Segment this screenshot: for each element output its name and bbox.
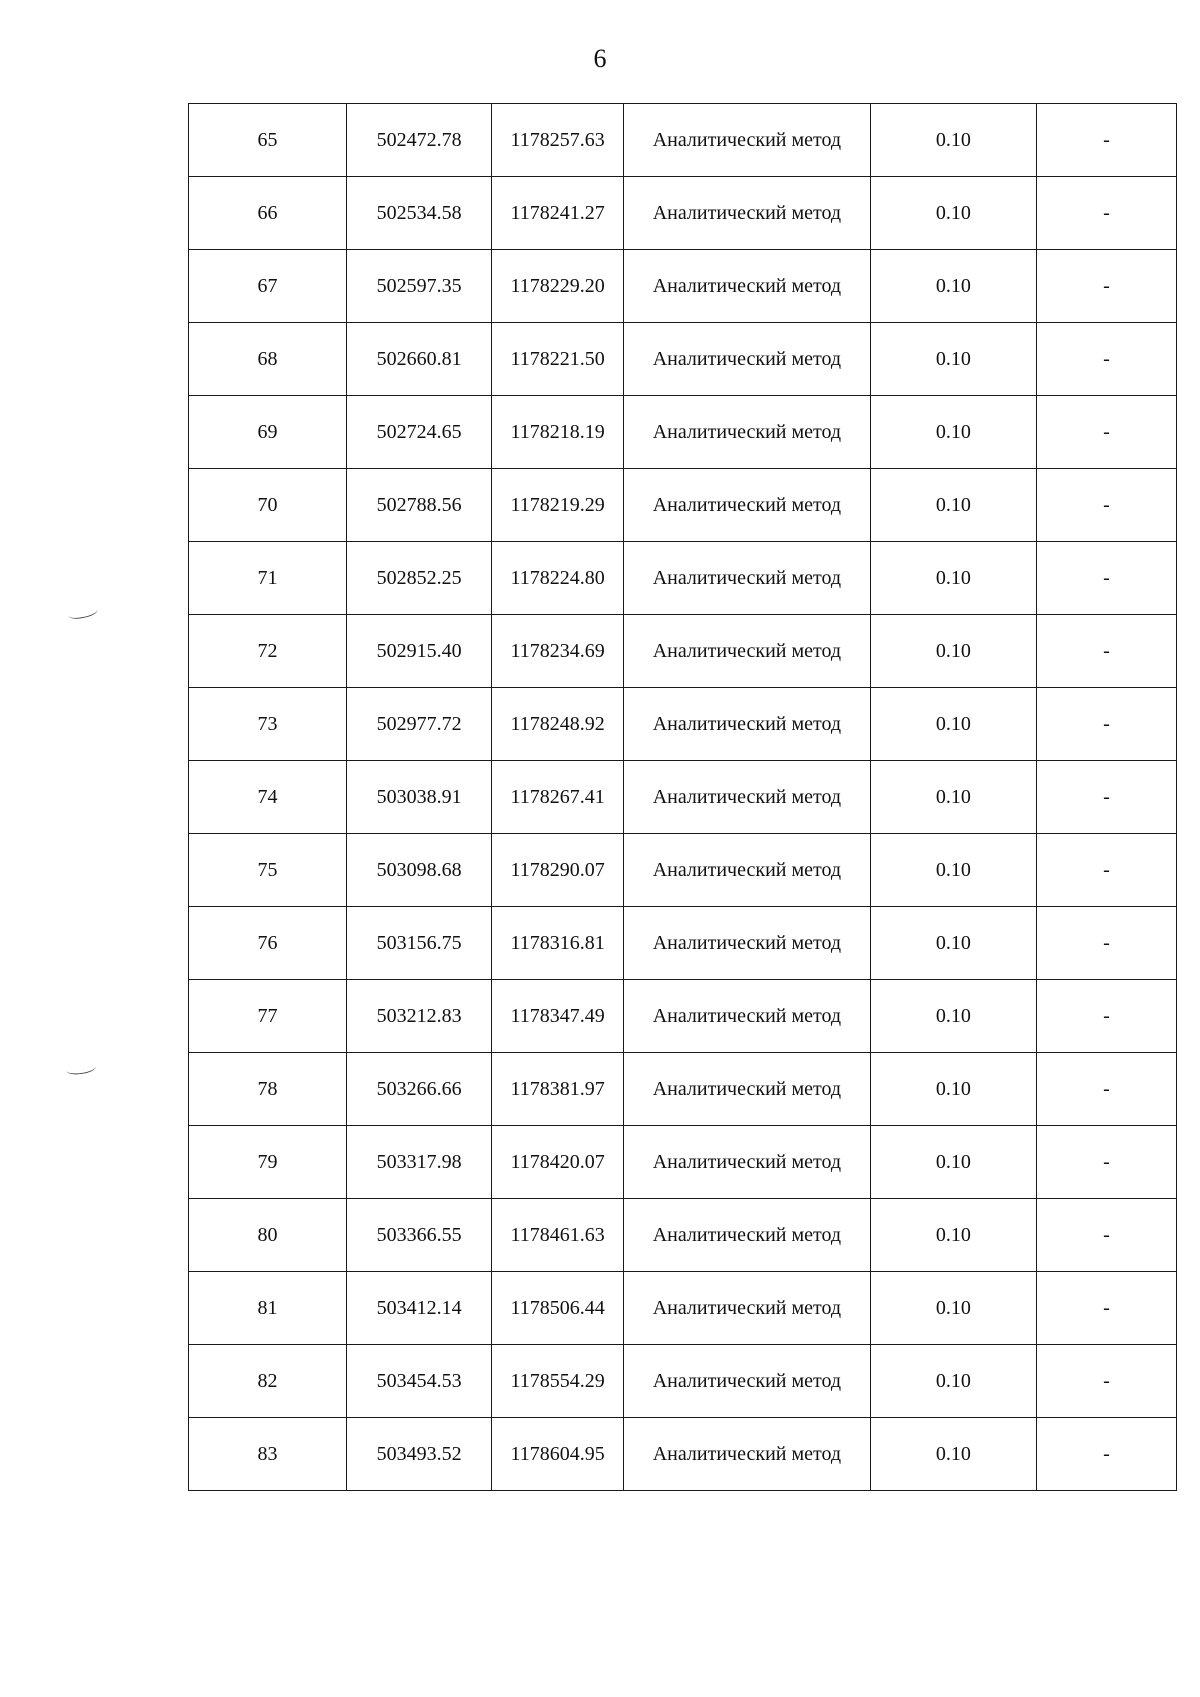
- accuracy-cell: 0.10: [870, 761, 1036, 834]
- x-coordinate-cell: 502977.72: [347, 688, 492, 761]
- y-coordinate-cell: 1178554.29: [492, 1345, 624, 1418]
- accuracy-cell: 0.10: [870, 323, 1036, 396]
- x-coordinate-cell: 502852.25: [347, 542, 492, 615]
- x-coordinate-cell: 502472.78: [347, 104, 492, 177]
- point-number-cell: 73: [189, 688, 347, 761]
- point-number-cell: 79: [189, 1126, 347, 1199]
- method-cell: Аналитический метод: [624, 907, 871, 980]
- accuracy-cell: 0.10: [870, 396, 1036, 469]
- method-cell: Аналитический метод: [624, 469, 871, 542]
- table-row: [189, 980, 1177, 1053]
- table-row: [189, 907, 1177, 980]
- y-coordinate-cell: 1178257.63: [492, 104, 624, 177]
- table-row: [189, 250, 1177, 323]
- y-coordinate-cell: 1178229.20: [492, 250, 624, 323]
- accuracy-cell: 0.10: [870, 688, 1036, 761]
- table-row: [189, 1418, 1177, 1491]
- scan-mark: [67, 604, 99, 621]
- point-number-cell: 78: [189, 1053, 347, 1126]
- accuracy-cell: 0.10: [870, 542, 1036, 615]
- description-cell: -: [1036, 396, 1176, 469]
- method-cell: Аналитический метод: [624, 177, 871, 250]
- point-number-cell: 74: [189, 761, 347, 834]
- description-cell: -: [1036, 1345, 1176, 1418]
- accuracy-cell: 0.10: [870, 907, 1036, 980]
- point-number-cell: 82: [189, 1345, 347, 1418]
- point-number-cell: 75: [189, 834, 347, 907]
- method-cell: Аналитический метод: [624, 250, 871, 323]
- description-cell: -: [1036, 1272, 1176, 1345]
- accuracy-cell: 0.10: [870, 1272, 1036, 1345]
- x-coordinate-cell: 503156.75: [347, 907, 492, 980]
- accuracy-cell: 0.10: [870, 104, 1036, 177]
- y-coordinate-cell: 1178506.44: [492, 1272, 624, 1345]
- x-coordinate-cell: 502915.40: [347, 615, 492, 688]
- method-cell: Аналитический метод: [624, 1272, 871, 1345]
- y-coordinate-cell: 1178604.95: [492, 1418, 624, 1491]
- accuracy-cell: 0.10: [870, 250, 1036, 323]
- y-coordinate-cell: 1178218.19: [492, 396, 624, 469]
- description-cell: -: [1036, 323, 1176, 396]
- accuracy-cell: 0.10: [870, 177, 1036, 250]
- accuracy-cell: 0.10: [870, 1199, 1036, 1272]
- point-number-cell: 68: [189, 323, 347, 396]
- scan-mark: [65, 1061, 96, 1076]
- x-coordinate-cell: 503266.66: [347, 1053, 492, 1126]
- point-number-cell: 77: [189, 980, 347, 1053]
- method-cell: Аналитический метод: [624, 1199, 871, 1272]
- method-cell: Аналитический метод: [624, 1418, 871, 1491]
- x-coordinate-cell: 503454.53: [347, 1345, 492, 1418]
- x-coordinate-cell: 503412.14: [347, 1272, 492, 1345]
- coordinates-table-body: [189, 104, 1177, 1491]
- description-cell: -: [1036, 980, 1176, 1053]
- table-row: [189, 469, 1177, 542]
- method-cell: Аналитический метод: [624, 104, 871, 177]
- y-coordinate-cell: 1178241.27: [492, 177, 624, 250]
- method-cell: Аналитический метод: [624, 834, 871, 907]
- accuracy-cell: 0.10: [870, 834, 1036, 907]
- table-row: [189, 104, 1177, 177]
- x-coordinate-cell: 503317.98: [347, 1126, 492, 1199]
- point-number-cell: 80: [189, 1199, 347, 1272]
- description-cell: -: [1036, 1126, 1176, 1199]
- point-number-cell: 65: [189, 104, 347, 177]
- point-number-cell: 69: [189, 396, 347, 469]
- x-coordinate-cell: 502660.81: [347, 323, 492, 396]
- method-cell: Аналитический метод: [624, 396, 871, 469]
- accuracy-cell: 0.10: [870, 1345, 1036, 1418]
- y-coordinate-cell: 1178234.69: [492, 615, 624, 688]
- y-coordinate-cell: 1178316.81: [492, 907, 624, 980]
- table-row: [189, 177, 1177, 250]
- description-cell: -: [1036, 907, 1176, 980]
- point-number-cell: 66: [189, 177, 347, 250]
- method-cell: Аналитический метод: [624, 761, 871, 834]
- description-cell: -: [1036, 615, 1176, 688]
- coordinates-table: [188, 103, 1177, 1491]
- description-cell: -: [1036, 542, 1176, 615]
- table-row: [189, 542, 1177, 615]
- table-row: [189, 688, 1177, 761]
- y-coordinate-cell: 1178381.97: [492, 1053, 624, 1126]
- description-cell: -: [1036, 104, 1176, 177]
- x-coordinate-cell: 502597.35: [347, 250, 492, 323]
- method-cell: Аналитический метод: [624, 980, 871, 1053]
- table-row: [189, 1345, 1177, 1418]
- accuracy-cell: 0.10: [870, 469, 1036, 542]
- point-number-cell: 72: [189, 615, 347, 688]
- accuracy-cell: 0.10: [870, 980, 1036, 1053]
- point-number-cell: 67: [189, 250, 347, 323]
- x-coordinate-cell: 503038.91: [347, 761, 492, 834]
- description-cell: -: [1036, 688, 1176, 761]
- method-cell: Аналитический метод: [624, 1053, 871, 1126]
- y-coordinate-cell: 1178219.29: [492, 469, 624, 542]
- table-row: [189, 1126, 1177, 1199]
- description-cell: -: [1036, 177, 1176, 250]
- y-coordinate-cell: 1178224.80: [492, 542, 624, 615]
- table-row: [189, 1053, 1177, 1126]
- method-cell: Аналитический метод: [624, 542, 871, 615]
- table-row: [189, 615, 1177, 688]
- page-number: 6: [593, 44, 607, 73]
- method-cell: Аналитический метод: [624, 1126, 871, 1199]
- method-cell: Аналитический метод: [624, 615, 871, 688]
- description-cell: -: [1036, 834, 1176, 907]
- description-cell: -: [1036, 469, 1176, 542]
- table-row: [189, 1199, 1177, 1272]
- x-coordinate-cell: 503366.55: [347, 1199, 492, 1272]
- x-coordinate-cell: 502724.65: [347, 396, 492, 469]
- y-coordinate-cell: 1178267.41: [492, 761, 624, 834]
- description-cell: -: [1036, 250, 1176, 323]
- method-cell: Аналитический метод: [624, 688, 871, 761]
- table-row: [189, 1272, 1177, 1345]
- y-coordinate-cell: 1178290.07: [492, 834, 624, 907]
- y-coordinate-cell: 1178221.50: [492, 323, 624, 396]
- table-row: [189, 323, 1177, 396]
- description-cell: -: [1036, 1418, 1176, 1491]
- point-number-cell: 76: [189, 907, 347, 980]
- description-cell: -: [1036, 761, 1176, 834]
- point-number-cell: 71: [189, 542, 347, 615]
- table-row: [189, 396, 1177, 469]
- y-coordinate-cell: 1178347.49: [492, 980, 624, 1053]
- x-coordinate-cell: 502788.56: [347, 469, 492, 542]
- description-cell: -: [1036, 1053, 1176, 1126]
- accuracy-cell: 0.10: [870, 615, 1036, 688]
- y-coordinate-cell: 1178461.63: [492, 1199, 624, 1272]
- x-coordinate-cell: 503493.52: [347, 1418, 492, 1491]
- method-cell: Аналитический метод: [624, 323, 871, 396]
- accuracy-cell: 0.10: [870, 1418, 1036, 1491]
- y-coordinate-cell: 1178248.92: [492, 688, 624, 761]
- point-number-cell: 83: [189, 1418, 347, 1491]
- x-coordinate-cell: 502534.58: [347, 177, 492, 250]
- point-number-cell: 81: [189, 1272, 347, 1345]
- x-coordinate-cell: 503098.68: [347, 834, 492, 907]
- description-cell: -: [1036, 1199, 1176, 1272]
- table-row: [189, 761, 1177, 834]
- accuracy-cell: 0.10: [870, 1053, 1036, 1126]
- y-coordinate-cell: 1178420.07: [492, 1126, 624, 1199]
- method-cell: Аналитический метод: [624, 1345, 871, 1418]
- accuracy-cell: 0.10: [870, 1126, 1036, 1199]
- table-row: [189, 834, 1177, 907]
- point-number-cell: 70: [189, 469, 347, 542]
- x-coordinate-cell: 503212.83: [347, 980, 492, 1053]
